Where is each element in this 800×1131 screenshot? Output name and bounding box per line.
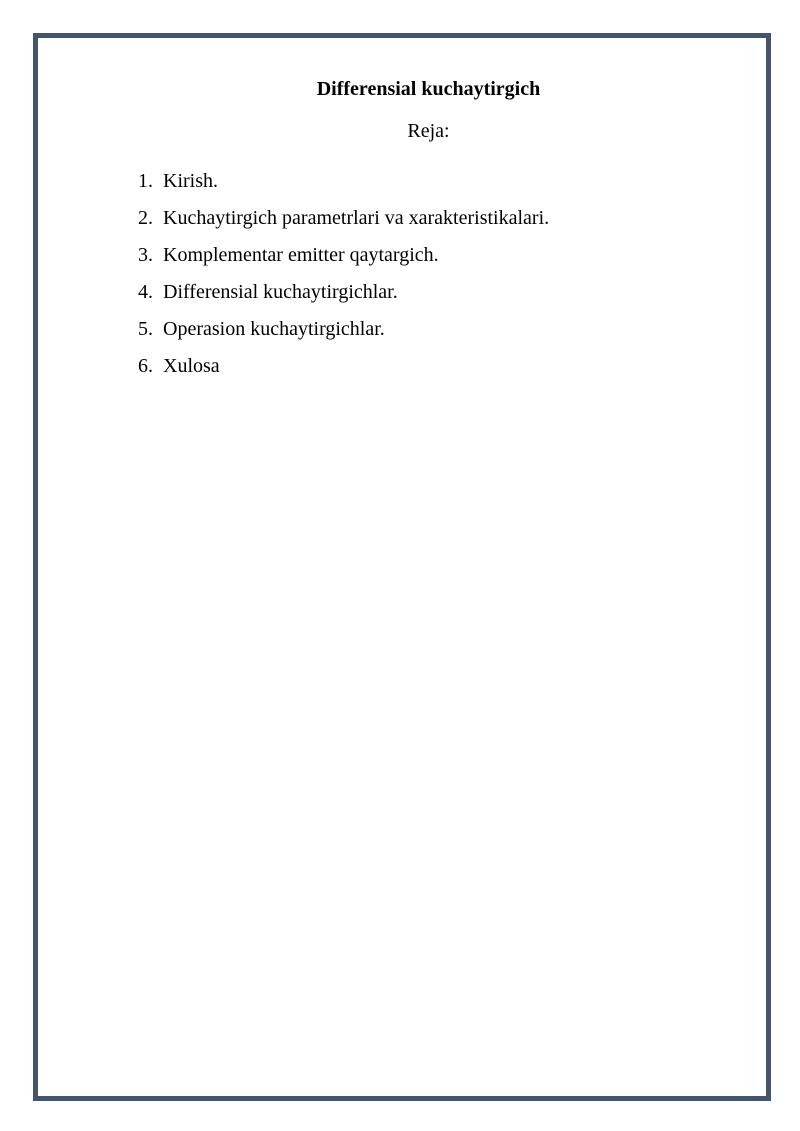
plan-item-number: 4. [138, 281, 153, 303]
plan-item-number: 5. [138, 318, 153, 340]
plan-item-text: Differensial kuchaytirgichlar. [163, 281, 398, 303]
plan-item-text: Kuchaytirgich parametrlari va xarakteristikalari. [163, 207, 550, 229]
plan-item [138, 353, 549, 390]
plan-item [138, 168, 549, 205]
plan-item-number: 2. [138, 207, 153, 229]
plan-item [138, 205, 549, 242]
plan-item [138, 242, 549, 279]
plan-list [138, 168, 549, 390]
plan-item-number: 1. [138, 170, 153, 192]
plan-item-text: Xulosa [163, 355, 220, 377]
plan-item-text: Kirish. [163, 170, 218, 192]
plan-item-number: 6. [138, 355, 153, 377]
document-title: Differensial kuchaytirgich [316, 78, 541, 100]
plan-item-number: 3. [138, 244, 153, 266]
plan-item [138, 316, 549, 353]
plan-item-text: Operasion kuchaytirgichlar. [163, 318, 385, 340]
plan-item-text: Komplementar emitter qaytargich. [163, 244, 439, 266]
plan-item [138, 279, 549, 316]
document-subtitle: Reja: [407, 120, 450, 142]
